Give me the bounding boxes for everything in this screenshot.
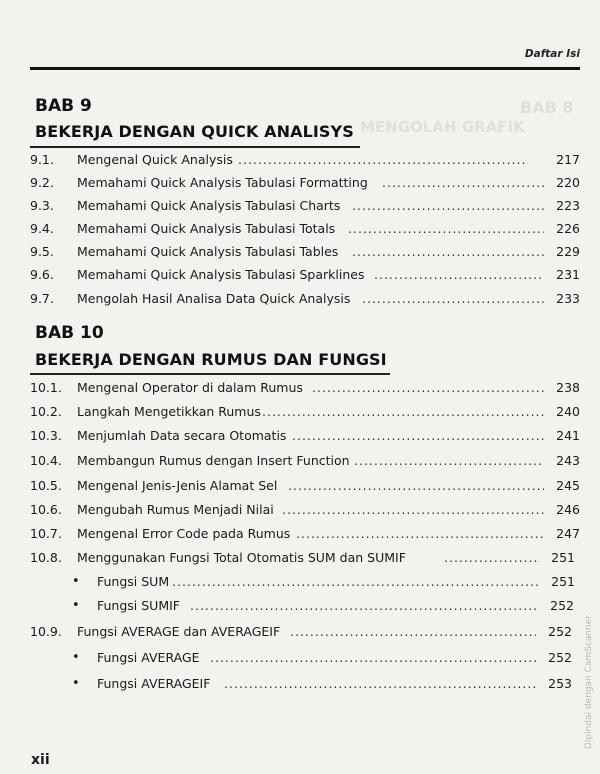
entry-number: 9.1. xyxy=(30,152,54,167)
chapter-underline xyxy=(30,373,390,375)
dot-leader xyxy=(262,404,544,419)
entry-number: 9.4. xyxy=(30,221,54,236)
entry-title: Membangun Rumus dengan Insert Function xyxy=(77,453,350,468)
toc-entry[interactable] xyxy=(0,291,600,311)
toc-entry[interactable] xyxy=(0,380,600,400)
entry-title: Memahami Quick Analysis Tabulasi Totals xyxy=(77,221,336,236)
entry-title: Memahami Quick Analysis Tabulasi Sparklines xyxy=(77,267,365,282)
entry-page: 245 xyxy=(556,478,580,493)
entry-number: 10.7. xyxy=(30,526,62,541)
entry-page: 252 xyxy=(548,624,572,639)
toc-entry[interactable] xyxy=(0,526,600,546)
dot-leader xyxy=(312,380,544,395)
dot-leader xyxy=(362,291,544,306)
show-through-text: MENGOLAH GRAFIK xyxy=(360,118,525,136)
entry-page: 240 xyxy=(556,404,580,419)
chapter-underline xyxy=(30,146,360,148)
entry-number: 10.8. xyxy=(30,550,62,565)
entry-number: 10.5. xyxy=(30,478,62,493)
entry-page: 252 xyxy=(550,598,574,613)
toc-entry[interactable] xyxy=(0,428,600,448)
entry-number: 10.3. xyxy=(30,428,62,443)
entry-page: 231 xyxy=(556,267,580,282)
entry-title: Fungsi AVERAGE dan AVERAGEIF xyxy=(77,624,281,639)
entry-number: 9.7. xyxy=(30,291,54,306)
entry-title: Fungsi SUM xyxy=(97,574,170,589)
toc-entry[interactable] xyxy=(0,244,600,264)
entry-title: Memahami Quick Analysis Tabulasi Formatting xyxy=(77,175,368,190)
toc-entry[interactable] xyxy=(0,676,600,696)
entry-number: 9.2. xyxy=(30,175,54,190)
entry-number: 10.2. xyxy=(30,404,62,419)
toc-entry[interactable] xyxy=(0,574,600,594)
entry-page: 246 xyxy=(556,502,580,517)
toc-entry[interactable] xyxy=(0,198,600,218)
entry-number: 10.4. xyxy=(30,453,62,468)
toc-entry[interactable] xyxy=(0,221,600,241)
entry-title: Memahami Quick Analysis Tabulasi Tables xyxy=(77,244,339,259)
entry-title: Fungsi AVERAGEIF xyxy=(97,676,211,691)
dot-leader xyxy=(288,478,544,493)
toc-entry[interactable] xyxy=(0,502,600,522)
dot-leader xyxy=(348,221,544,236)
entry-number: 9.5. xyxy=(30,244,54,259)
entry-title: Fungsi AVERAGE xyxy=(97,650,200,665)
toc-entry[interactable] xyxy=(0,550,600,570)
dot-leader xyxy=(172,574,540,589)
entry-title: Mengenal Operator di dalam Rumus xyxy=(77,380,303,395)
chapter-number: BAB 9 xyxy=(35,96,92,116)
toc-entry[interactable] xyxy=(0,624,600,644)
entry-number: 9.6. xyxy=(30,267,54,282)
entry-title: Fungsi SUMIF xyxy=(97,598,180,613)
entry-title: Mengenal Quick Analysis xyxy=(77,152,233,167)
toc-entry[interactable] xyxy=(0,152,600,172)
entry-title: Langkah Mengetikkan Rumus xyxy=(77,404,261,419)
dot-leader xyxy=(354,453,544,468)
toc-entry[interactable] xyxy=(0,267,600,287)
entry-title: Menjumlah Data secara Otomatis xyxy=(77,428,287,443)
entry-page: 217 xyxy=(556,152,580,167)
entry-title: Mengenal Error Code pada Rumus xyxy=(77,526,291,541)
show-through-text: BAB 8 xyxy=(520,98,574,117)
entry-title: Mengenal Jenis-Jenis Alamat Sel xyxy=(77,478,278,493)
entry-page: 238 xyxy=(556,380,580,395)
header-rule xyxy=(30,67,580,70)
entry-number: 10.9. xyxy=(30,624,62,639)
entry-page: 233 xyxy=(556,291,580,306)
running-head: Daftar Isi xyxy=(524,48,580,60)
toc-entry[interactable] xyxy=(0,478,600,498)
entry-page: 226 xyxy=(556,221,580,236)
entry-title: Mengolah Hasil Analisa Data Quick Analysis xyxy=(77,291,351,306)
entry-page: 243 xyxy=(556,453,580,468)
dot-leader xyxy=(296,526,544,541)
entry-bullet: • xyxy=(72,650,80,665)
entry-page: 247 xyxy=(556,526,580,541)
dot-leader xyxy=(238,152,528,167)
dot-leader xyxy=(374,267,544,282)
dot-leader xyxy=(444,550,540,565)
entry-number: 10.1. xyxy=(30,380,62,395)
toc-entry[interactable] xyxy=(0,175,600,195)
dot-leader xyxy=(290,624,536,639)
dot-leader xyxy=(292,428,544,443)
entry-page: 229 xyxy=(556,244,580,259)
chapter-title: BEKERJA DENGAN RUMUS DAN FUNGSI xyxy=(35,350,387,369)
dot-leader xyxy=(210,650,536,665)
entry-page: 251 xyxy=(551,574,575,589)
entry-bullet: • xyxy=(72,598,80,613)
entry-title: Menggunakan Fungsi Total Otomatis SUM dan SUMIF xyxy=(77,550,406,565)
entry-page: 241 xyxy=(556,428,580,443)
entry-page: 252 xyxy=(548,650,572,665)
entry-bullet: • xyxy=(72,574,80,589)
entry-title: Memahami Quick Analysis Tabulasi Charts xyxy=(77,198,341,213)
entry-page: 220 xyxy=(556,175,580,190)
toc-entry[interactable] xyxy=(0,453,600,473)
dot-leader xyxy=(224,676,536,691)
entry-page: 223 xyxy=(556,198,580,213)
dot-leader xyxy=(282,502,544,517)
toc-entry[interactable] xyxy=(0,404,600,424)
entry-number: 10.6. xyxy=(30,502,62,517)
entry-number: 9.3. xyxy=(30,198,54,213)
entry-page: 253 xyxy=(548,676,572,691)
chapter-title: BEKERJA DENGAN QUICK ANALISYS xyxy=(35,122,354,141)
entry-bullet: • xyxy=(72,676,80,691)
chapter-number: BAB 10 xyxy=(35,323,104,343)
dot-leader xyxy=(382,175,544,190)
entry-page: 251 xyxy=(551,550,575,565)
entry-title: Mengubah Rumus Menjadi Nilai xyxy=(77,502,274,517)
dot-leader xyxy=(190,598,538,613)
dot-leader xyxy=(352,198,544,213)
toc-entry[interactable] xyxy=(0,598,600,618)
dot-leader xyxy=(352,244,544,259)
page-number: xii xyxy=(31,752,50,768)
toc-entry[interactable] xyxy=(0,650,600,670)
scanner-watermark: Dipindai dengan CamScanner xyxy=(584,614,594,749)
